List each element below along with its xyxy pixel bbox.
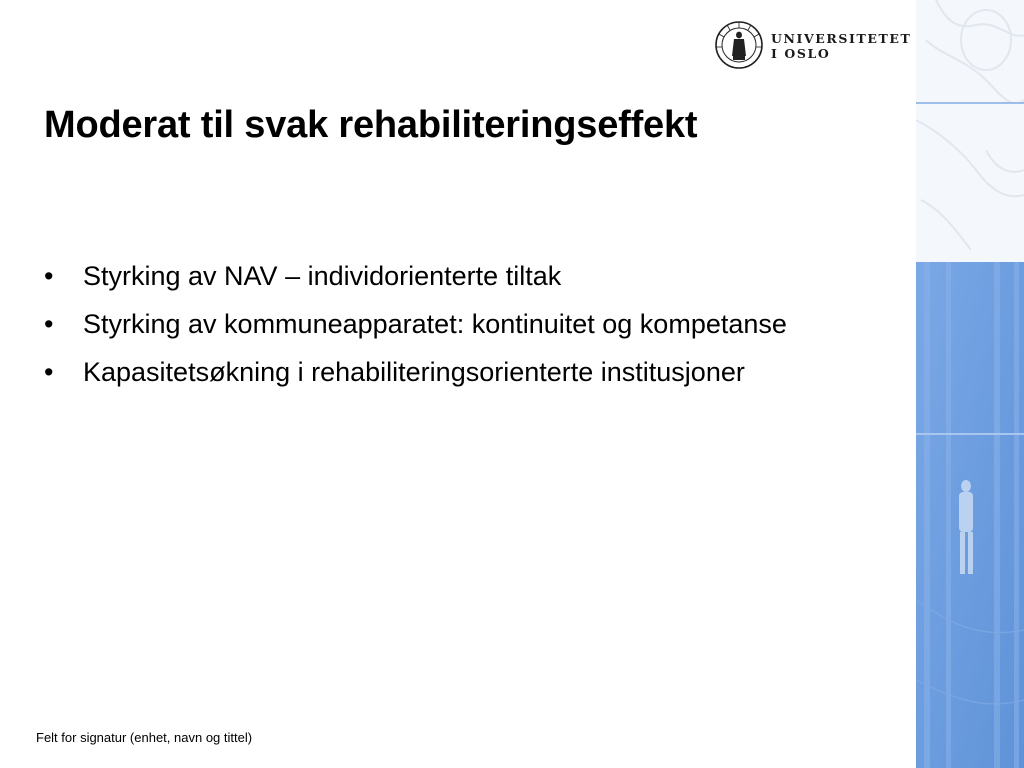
bullet-item <box>44 304 904 344</box>
bullet-text: • Styrking av NAV – individorienterte tiltak <box>83 261 562 291</box>
slide-title: Moderat til svak rehabiliteringseffekt <box>44 104 698 146</box>
university-name-line2: I OSLO <box>771 46 831 61</box>
bullet-list <box>44 256 904 400</box>
footer-signature: Felt for signatur (enhet, navn og tittel) <box>36 730 253 745</box>
bullet-item <box>44 352 904 392</box>
university-name <box>771 31 911 61</box>
university-seal-icon <box>714 20 764 70</box>
decorative-side-strip <box>916 0 1024 768</box>
bullet-item <box>44 256 904 296</box>
statue-artwork <box>916 0 1024 768</box>
university-name-line1: UNIVERSITETET <box>771 31 912 46</box>
university-logo <box>714 20 912 72</box>
bullet-text: • Kapasitetsøkning i rehabiliteringsorienterte institusjoner <box>83 357 745 387</box>
bullet-text: • Styrking av kommuneapparatet: kontinuitet og kompetanse <box>83 309 787 339</box>
